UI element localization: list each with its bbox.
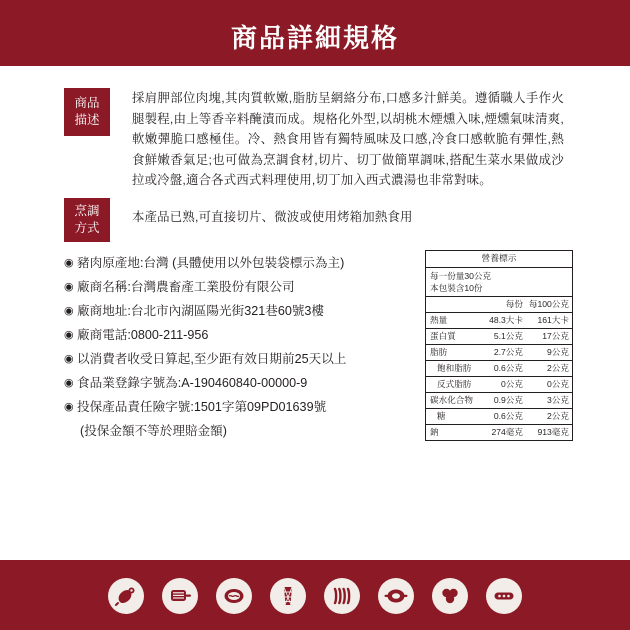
list-item — [64, 347, 434, 371]
bullet-icon: ◉ — [64, 257, 74, 269]
nutrient-name: 蛋白質 — [430, 330, 456, 341]
nutrient-per-100g: 161大卡 — [537, 314, 569, 325]
list-item-label: 廠商名稱:台灣農畜產工業股份有限公司 — [77, 280, 295, 294]
product-description-text: 採肩胛部位肉塊,其肉質軟嫩,脂肪呈網絡分布,口感多汁鮮美。遵循職人手作火腿製程,由上等香辛料醃漬而成。規格化外型,以胡桃木煙燻入味,煙燻氣味清爽,軟嫩彈脆口感極佳。冷、熱食用皆有獨特風味及口感,冷食口感軟脆有彈性,熱食鮮嫩香氣足;也可做為烹調食材,切片、切丁做簡單調味,搭配生菜水果做成沙拉或冷盤,適合各式西式料理使用,切丁加入西式濃湯也非常對味。 — [132, 91, 564, 187]
nutrient-per-100g: 0公克 — [547, 378, 569, 389]
table-row — [426, 345, 572, 361]
bullet-icon: ◉ — [64, 281, 74, 293]
nutrition-header-name — [426, 297, 480, 312]
nutrient-name: 脂肪 — [430, 346, 448, 357]
meat-slice-icon — [216, 578, 252, 614]
cooking-method-row — [64, 198, 564, 242]
nutrient-per-serving: 0公克 — [501, 378, 523, 389]
nutrient-per-100g: 17公克 — [542, 330, 569, 341]
product-description-label — [64, 88, 110, 136]
table-row — [426, 393, 572, 409]
bullet-icon: ◉ — [64, 353, 74, 365]
nutrient-per-100g: 9公克 — [547, 346, 569, 357]
product-description-label-line2: 描述 — [74, 113, 100, 127]
bullet-icon: ◉ — [64, 377, 74, 389]
nutrient-per-100g: 2公克 — [547, 362, 569, 373]
nutrition-header-per-serving: 每份 — [505, 298, 523, 309]
nutrient-per-serving: 0.6公克 — [493, 362, 523, 373]
nutrition-title: 營養標示 — [426, 251, 572, 268]
table-row — [426, 425, 572, 440]
nutrition-serving-info — [426, 268, 572, 296]
nutrient-name: 反式脂肪 — [437, 378, 472, 389]
product-description-row — [64, 88, 564, 191]
nutrient-name: 碳水化合物 — [430, 394, 473, 405]
list-item-label: 豬肉原產地:台灣 (具體使用以外包裝袋標示為主) — [77, 256, 345, 270]
bullet-icon: ◉ — [64, 401, 74, 413]
bullet-icon: ◉ — [64, 329, 74, 341]
nutrient-name: 飽和脂肪 — [437, 362, 472, 373]
nutrition-table — [425, 250, 573, 441]
nutrient-per-100g: 913毫克 — [537, 426, 569, 437]
table-row — [426, 377, 572, 393]
list-item-label: 廠商電話:0800-211-956 — [77, 328, 209, 342]
nutrient-per-serving: 274毫克 — [491, 426, 523, 437]
ham-icon — [108, 578, 144, 614]
table-row — [426, 361, 572, 377]
cooking-method-text: 本產品已熟,可直接切片、微波或使用烤箱加熱食用 — [132, 210, 413, 224]
page-title: 商品詳細規格 — [230, 23, 399, 53]
list-item — [64, 395, 434, 419]
nutrient-per-serving: 48.3大卡 — [489, 314, 523, 325]
nutrient-per-100g: 2公克 — [547, 410, 569, 421]
bacon-strips-icon — [324, 578, 360, 614]
insurance-note: (投保金額不等於理賠金額) — [80, 424, 227, 438]
nutrient-per-100g: 3公克 — [547, 394, 569, 405]
table-row — [426, 409, 572, 425]
table-row — [426, 313, 572, 329]
content-area — [0, 66, 630, 560]
list-item-label: 廠商地址:台北市內湖區陽光街321巷60號3樓 — [77, 304, 325, 318]
nutrient-per-serving: 0.9公克 — [493, 394, 523, 405]
footer-icon-row — [0, 578, 630, 614]
nutrition-header-row — [426, 296, 572, 313]
list-item — [64, 299, 434, 323]
cooking-method-label-line1: 烹調 — [74, 204, 100, 218]
meatballs-icon — [432, 578, 468, 614]
nutrition-serving-size: 每一份量30公克 — [430, 270, 492, 281]
product-info-list — [64, 251, 434, 443]
nutrient-per-serving: 5.1公克 — [493, 330, 523, 341]
list-item-label: 投保產品責任險字號:1501字第09PD01639號 — [77, 400, 327, 414]
product-description-label-line1: 商品 — [74, 96, 100, 110]
nutrition-servings-per-pack: 本包裝含10份 — [430, 282, 483, 293]
list-item — [64, 323, 434, 347]
bullet-icon: ◉ — [64, 305, 74, 317]
list-item — [64, 275, 434, 299]
grill-pan-icon — [162, 578, 198, 614]
net-roast-icon — [270, 578, 306, 614]
nutrient-name: 熱量 — [430, 314, 448, 325]
pot-icon — [378, 578, 414, 614]
cooking-method-label-line2: 方式 — [74, 221, 100, 235]
nutrient-per-serving: 2.7公克 — [493, 346, 523, 357]
cooking-method-label — [64, 198, 110, 242]
list-item-label: 食品業登錄字號為:A-190460840-00000-9 — [77, 376, 308, 390]
list-item-label: 以消費者收受日算起,至少距有效日期前25天以上 — [77, 352, 347, 366]
nutrient-name: 鈉 — [430, 426, 439, 437]
list-item — [64, 371, 434, 395]
nutrient-name: 糖 — [437, 410, 446, 421]
nutrient-per-serving: 0.6公克 — [493, 410, 523, 421]
list-item — [64, 251, 434, 275]
sausage-icon — [486, 578, 522, 614]
nutrition-header-per-100g: 每100公克 — [528, 298, 569, 309]
table-row — [426, 329, 572, 345]
